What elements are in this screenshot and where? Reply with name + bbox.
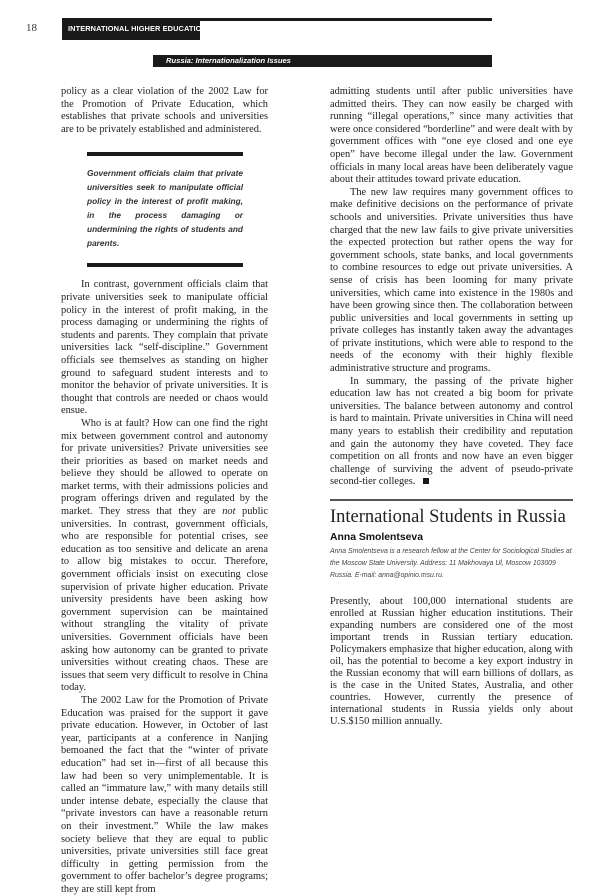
text-run: In summary, the passing of the private higher education law has not created a big boom for private universities. The balance between autonomy and control is hard to maintain. Private universities in China will need many years to establish their credibility and reputation and gain the autonomy they have coveted. They face competition on all fronts and now have an even bigger challenge of surviving the advent of pseudo-private second-tier colleges. (330, 375, 573, 488)
article-title: International Students in Russia (330, 507, 566, 527)
article-author: Anna Smolentseva (330, 532, 423, 543)
publication-masthead: INTERNATIONAL HIGHER EDUCATION (62, 18, 200, 40)
text-run: public universities. In contrast, government officials, who are responsible for potential crises, see education as too sensitive and delicate an arena to allow big mistakes to occur. Therefore, government officials insist on executing close supervision of private higher education. Private university presidents have been asking how government supervision can be maintained without strangling the vitality of private universities. Government officials have been asking how autonomy can be granted to private universities without creating chaos. These are issues that seem very difficult to resolve in China today. (61, 506, 268, 694)
paragraph: admitting students until after public universities have admitted theirs. They can now easily be charged with running “illegal operations,” since many activities that were once considered “borderline” and were dealt with by government offices with “one eye closed and one eye open” have become illegal under the law. Government officials in many local areas have been deliberately vague about their attitudes toward private education. (330, 86, 573, 186)
end-of-article-mark (423, 478, 429, 484)
article-body (330, 596, 573, 728)
pull-quote-top-rule (87, 152, 243, 156)
left-column (61, 86, 268, 896)
article-separator-rule (330, 499, 573, 501)
text-run: Who is at fault? How can one find the right mix between government control and autonomy for private universities? Private universities see their priorities as based on market needs and believe they should be allowed to operate on market terms, with their admissions policies and program offerings driven and regulated by the market. They stress that they are (61, 417, 268, 518)
author-bio: Anna Smolentseva is a research fellow at the Center for Sociological Studies at the Moscow State University. Address: 11 Makhovaya Ul, Moscow 103009 Russia. E-mail: anna@opinio.msu.ru. (330, 548, 572, 579)
paragraph: Presently, about 100,000 international students are enrolled at Russian higher education institutions. Their expanding numbers are considered one of the most important trends in Russian tertiary education. Policymakers emphasize that higher education, along with oil, has the potential to become a key export industry in the Russian economy that will earn billions of dollars, as is the case in the United States, Australia, and other countries. However, currently the presence of international students in Russia yields only about U.S.$150 million annually. (330, 596, 573, 727)
paragraph (330, 376, 573, 489)
paragraph (61, 418, 268, 695)
pull-quote (87, 152, 243, 267)
section-banner: Russia: Internationalization Issues (153, 55, 492, 67)
emphasis: not (222, 506, 236, 518)
right-column (330, 86, 573, 728)
header-rule (199, 18, 492, 21)
page-number: 18 (26, 22, 37, 34)
pull-quote-text: Government officials claim that private universities seek to manipulate official policy in the interest of profit making, in the process damaging or undermining the rights of students and parents. (87, 168, 243, 249)
pull-quote-bottom-rule (87, 263, 243, 267)
paragraph: The new law requires many government offices to make definitive decisions on the performance of private schools and universities. Private universities thus have charged that the new law fails to give private universities the expected protection but rather opens the way for government schools, state banks, and local governments to combine resources to edge out private universities. A sense of crisis has been looming for many private universities, which came into existence in the 1980s and have been growing since then. The collaboration between public universities and local governments in setting up private colleges has instantly taken away the advantages of private institutions, which were able to respond to the needs of the economy with their highly flexible administrative structure and programs. (330, 186, 573, 375)
paragraph: policy as a clear violation of the 2002 Law for the Promotion of Private Education, which establishes that private schools and universities are to be privately established and administered. (61, 86, 268, 135)
paragraph: In contrast, government officials claim that private universities seek to manipulate official policy in the interest of profit making, in the process damaging or undermining the rights of students and parents. They complain that private universities lack “self-discipline.” Government officials see themselves as standing on higher ground to safeguard student interests and to monitor the behavior of private universities. It is thought that controls are needed or chaos would ensue. (61, 279, 268, 417)
paragraph: The 2002 Law for the Promotion of Private Education was praised for the support it gave private education. However, in October of last year, participants at a conference in Nanjing bemoaned the fact that the “winter of private education” had set in—first of all because this law had been so very unimplementable. It is called an “immature law,” with many details still under intense debate, especially the clause that “private investors can have a reasonable return on their investment.” While the law makes society believe that they are equal to public universities, private universities still face great difficulty in getting permission from the government to offer bachelor’s degree programs; they are still kept from (61, 694, 268, 895)
